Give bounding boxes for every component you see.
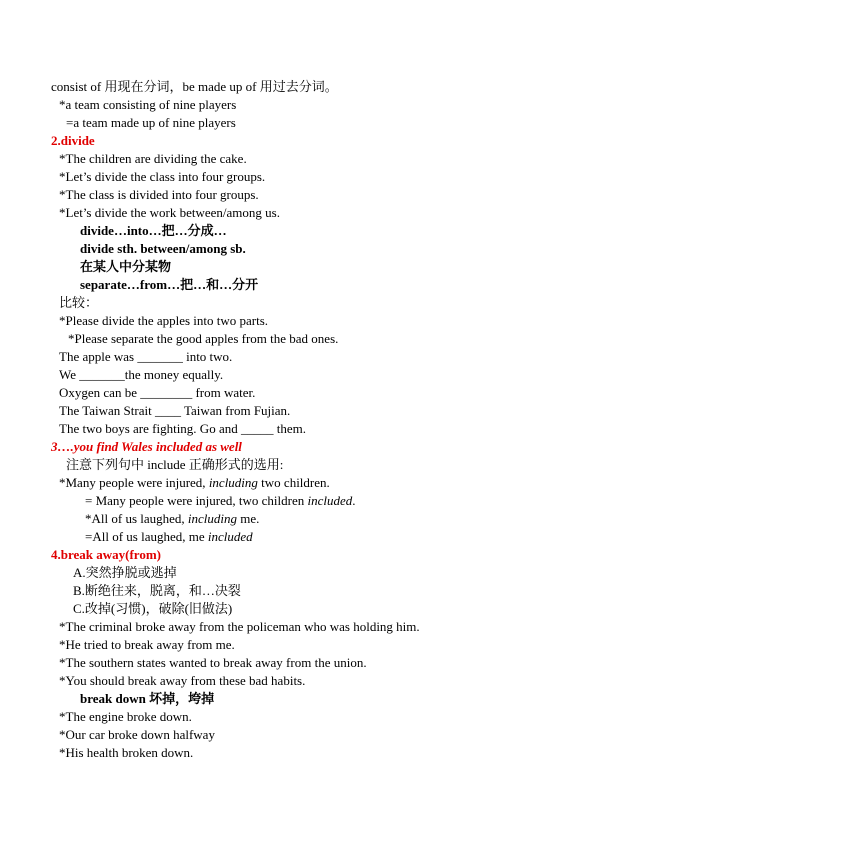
text-segment: *All of us laughed,	[85, 511, 188, 526]
emphasis-text: including	[187, 511, 238, 526]
phrase-line: break down 坏掉，垮掉	[80, 691, 215, 706]
text-line: *a team consisting of nine players	[59, 97, 237, 112]
text-segment: .	[352, 493, 356, 508]
emphasis-text: included	[307, 493, 353, 508]
section-heading: 4.break away(from)	[51, 547, 162, 562]
text-line: *The engine broke down.	[59, 709, 192, 724]
exercise-line: The apple was _______ into two.	[59, 349, 233, 364]
phrase-line: 在某人中分某物	[80, 259, 172, 274]
text-line: =a team made up of nine players	[66, 115, 236, 130]
text-line: *The criminal broke away from the policeman who was holding him.	[59, 619, 420, 634]
exercise-line: We _______the money equally.	[59, 367, 224, 382]
text-line: *Let’s divide the work between/among us.	[59, 205, 280, 220]
text-line: B.断绝往来，脱离，和…决裂	[73, 583, 241, 598]
emphasis-text: included	[207, 529, 253, 544]
text-line: A.突然挣脱或逃掉	[73, 565, 177, 580]
text-line: *He tried to break away from me.	[59, 637, 235, 652]
text-line: *Our car broke down halfway	[59, 727, 215, 742]
text-segment: *Many people were injured,	[59, 475, 209, 490]
text-line	[85, 511, 259, 529]
text-line	[85, 493, 356, 511]
text-line	[59, 475, 330, 493]
text-line: *Let’s divide the class into four groups.	[59, 169, 266, 184]
exercise-line: Oxygen can be ________ from water.	[59, 385, 256, 400]
phrase-line: divide…into…把…分成…	[80, 223, 227, 238]
section-heading: 3….you find Wales included as well	[51, 439, 242, 454]
text-line: *The children are dividing the cake.	[59, 151, 247, 166]
phrase-line: separate…from…把…和…分开	[80, 277, 259, 292]
text-line: consist of 用现在分词，be made up of 用过去分词。	[51, 79, 338, 94]
emphasis-text: including	[208, 475, 258, 490]
text-segment: = Many people were injured, two children	[85, 493, 308, 508]
text-line: C.改掉(习惯)，破除(旧做法)	[73, 601, 233, 616]
text-line: *His health broken down.	[59, 745, 194, 760]
section-heading: 2.divide	[51, 133, 95, 148]
text-line: *Please divide the apples into two parts.	[59, 313, 269, 328]
text-segment: me.	[237, 511, 260, 526]
exercise-line: The two boys are fighting. Go and _____ them.	[59, 421, 306, 436]
text-line	[85, 529, 253, 547]
exercise-line: The Taiwan Strait ____ Taiwan from Fujian.	[59, 403, 291, 418]
text-line: 比较：	[59, 295, 99, 310]
text-line: *The southern states wanted to break away from the union.	[59, 655, 367, 670]
text-segment: two children.	[257, 475, 330, 490]
text-line: 注意下列句中 include 正确形式的选用:	[66, 457, 284, 472]
text-segment: =All of us laughed, me	[85, 529, 208, 544]
text-line: *The class is divided into four groups.	[59, 187, 259, 202]
text-line: *Please separate the good apples from the bad ones.	[68, 331, 339, 346]
text-line: *You should break away from these bad habits.	[59, 673, 306, 688]
phrase-line: divide sth. between/among sb.	[80, 241, 246, 256]
